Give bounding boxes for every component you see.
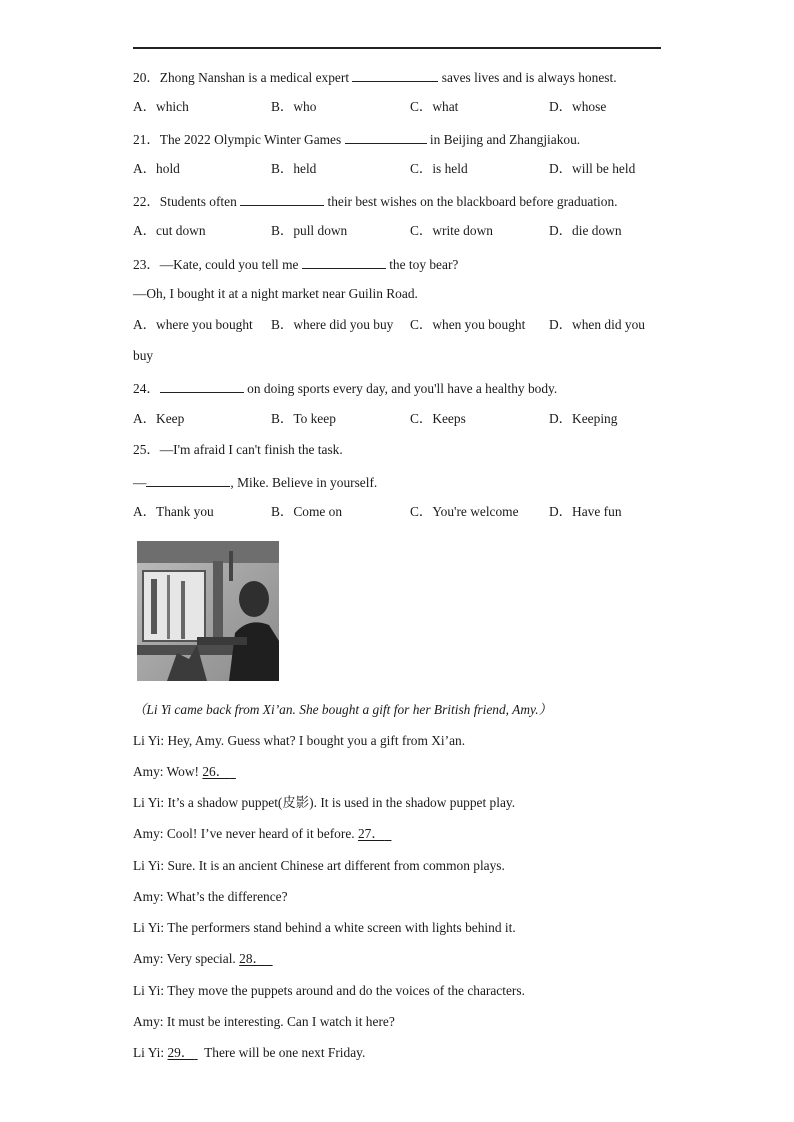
question-number: 22． bbox=[133, 194, 160, 209]
question-23 bbox=[133, 254, 458, 274]
option-d[interactable]: D．when did you bbox=[549, 317, 645, 332]
option-a[interactable]: A．Thank you bbox=[133, 504, 214, 519]
answer-blank[interactable] bbox=[240, 191, 324, 206]
question-number: 20． bbox=[133, 70, 160, 85]
answer-blank-29[interactable]: 29． bbox=[167, 1045, 195, 1060]
question-text: —I'm afraid I can't finish the task. bbox=[159, 442, 343, 457]
dialogue-line bbox=[133, 950, 273, 968]
answer-blank-27[interactable]: 27． bbox=[357, 826, 385, 841]
question-text: The 2022 Olympic Winter Games bbox=[159, 132, 345, 147]
option-d[interactable]: D．Have fun bbox=[549, 504, 622, 519]
dialogue-text: Amy: Wow! bbox=[133, 764, 203, 779]
question-text: in Beijing and Zhangjiakou. bbox=[426, 132, 581, 147]
option-b[interactable]: B．To keep bbox=[271, 411, 336, 426]
option-d[interactable]: D．whose bbox=[549, 99, 607, 114]
option-c[interactable]: C．what bbox=[410, 99, 459, 114]
dialogue-text: Amy: Cool! I’ve never heard of it before. bbox=[133, 826, 358, 841]
option-b[interactable]: B．where did you buy bbox=[271, 317, 394, 332]
dialogue-line bbox=[133, 825, 391, 843]
answer-blank[interactable] bbox=[302, 254, 386, 269]
option-d[interactable]: D．will be held bbox=[549, 161, 636, 176]
option-c[interactable]: C．You're welcome bbox=[410, 504, 519, 519]
question-text: the toy bear? bbox=[385, 257, 459, 272]
question-23-reply: —Oh, I bought it at a night market near Guilin Road. bbox=[133, 286, 418, 301]
question-25 bbox=[133, 441, 343, 459]
dialogue-line: Amy: What’s the difference? bbox=[133, 889, 288, 904]
question-text: saves lives and is always honest. bbox=[438, 70, 617, 85]
option-c[interactable]: C．when you bought bbox=[410, 317, 526, 332]
photo-illustration bbox=[137, 541, 279, 681]
option-c[interactable]: C．write down bbox=[410, 223, 493, 238]
question-20 bbox=[133, 67, 617, 87]
option-a[interactable]: A．where you bought bbox=[133, 317, 253, 332]
question-25-reply bbox=[133, 472, 377, 492]
dialogue-text: Amy: Very special. bbox=[133, 951, 240, 966]
question-text: on doing sports every day, and you'll have a healthy body. bbox=[243, 381, 558, 396]
dialogue-line: Li Yi: It’s a shadow puppet(皮影). It is used in the shadow puppet play. bbox=[133, 795, 516, 810]
option-d-wrap: buy bbox=[133, 348, 154, 363]
dialogue-line: Li Yi: They move the puppets around and do the voices of the characters. bbox=[133, 983, 525, 998]
option-b[interactable]: B．held bbox=[271, 161, 317, 176]
question-text: Students often bbox=[159, 194, 241, 209]
dialogue-line bbox=[133, 1044, 365, 1062]
answer-blank-26[interactable]: 26． bbox=[202, 764, 230, 779]
dialogue-line: Li Yi: Hey, Amy. Guess what? I bought you a gift from Xi’an. bbox=[133, 733, 466, 748]
question-number: 23． bbox=[133, 257, 160, 272]
option-d[interactable]: D．die down bbox=[549, 223, 622, 238]
question-text: their best wishes on the blackboard before graduation. bbox=[324, 194, 618, 209]
dialogue-text: Li Yi: bbox=[133, 1045, 168, 1060]
question-24 bbox=[133, 378, 557, 398]
question-text: Zhong Nanshan is a medical expert bbox=[159, 70, 353, 85]
blank-pad bbox=[266, 951, 273, 966]
option-b[interactable]: B．Come on bbox=[271, 504, 343, 519]
question-21 bbox=[133, 129, 580, 149]
question-22 bbox=[133, 191, 618, 211]
option-a[interactable]: A．which bbox=[133, 99, 189, 114]
dialogue-line: Li Yi: The performers stand behind a white screen with lights behind it. bbox=[133, 920, 516, 935]
shadow-puppet-photo bbox=[137, 541, 279, 681]
blank-pad bbox=[385, 826, 392, 841]
answer-blank[interactable] bbox=[160, 378, 244, 393]
option-a[interactable]: A．Keep bbox=[133, 411, 185, 426]
option-b[interactable]: B．who bbox=[271, 99, 317, 114]
question-number: 21． bbox=[133, 132, 160, 147]
top-rule bbox=[133, 47, 661, 49]
answer-blank[interactable] bbox=[352, 67, 438, 82]
option-c[interactable]: C．is held bbox=[410, 161, 468, 176]
dialogue-line bbox=[133, 763, 236, 781]
question-text: , Mike. Believe in yourself. bbox=[230, 475, 378, 490]
dialogue-text: There will be one next Friday. bbox=[197, 1045, 366, 1060]
option-a[interactable]: A．cut down bbox=[133, 223, 206, 238]
question-text: —Kate, could you tell me bbox=[159, 257, 302, 272]
question-number: 24． bbox=[133, 381, 160, 396]
answer-blank-28[interactable]: 28． bbox=[239, 951, 266, 966]
blank-pad bbox=[229, 764, 236, 779]
question-number: 25． bbox=[133, 442, 160, 457]
dialogue-intro: （Li Yi came back from Xi’an. She bought a gift for her British friend, Amy.） bbox=[133, 702, 552, 717]
option-c[interactable]: C．Keeps bbox=[410, 411, 466, 426]
answer-blank[interactable] bbox=[146, 472, 230, 487]
option-d[interactable]: D．Keeping bbox=[549, 411, 618, 426]
dash: — bbox=[133, 475, 147, 490]
dialogue-line: Amy: It must be interesting. Can I watch it here? bbox=[133, 1014, 395, 1029]
answer-blank[interactable] bbox=[345, 129, 427, 144]
option-a[interactable]: A．hold bbox=[133, 161, 180, 176]
dialogue-line: Li Yi: Sure. It is an ancient Chinese art different from common plays. bbox=[133, 858, 505, 873]
option-b[interactable]: B．pull down bbox=[271, 223, 348, 238]
